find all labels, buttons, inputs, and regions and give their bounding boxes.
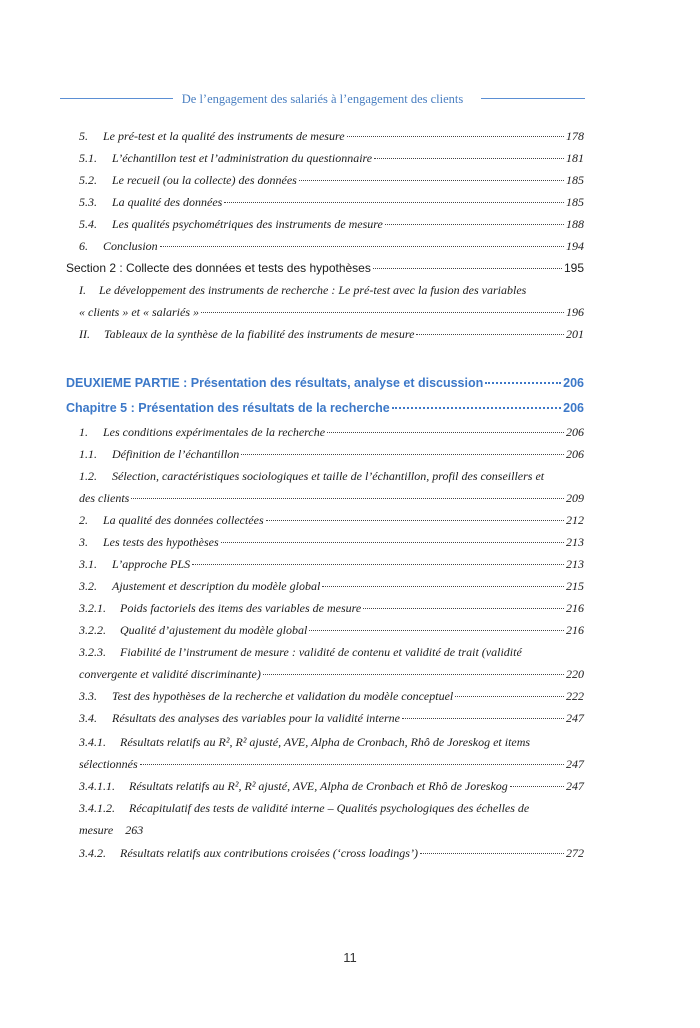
toc-entry-page: 206 xyxy=(563,401,584,415)
toc-leader xyxy=(192,564,564,565)
toc-entry[interactable] xyxy=(79,557,584,571)
toc-entry-number: 3.4.1. xyxy=(79,735,106,749)
toc-entry[interactable] xyxy=(79,601,584,615)
toc-entry-label: sélectionnés xyxy=(79,757,138,771)
toc-entry-number: 3.1. xyxy=(79,557,97,571)
toc-entry-page: 194 xyxy=(566,239,584,253)
running-header xyxy=(60,91,585,107)
toc-entry[interactable] xyxy=(79,711,584,725)
toc-entry[interactable] xyxy=(79,846,584,860)
toc-leader xyxy=(363,608,564,609)
toc-entry-page: 247 xyxy=(566,711,584,725)
toc-entry-number: 3.2.2. xyxy=(79,623,106,637)
toc-entry[interactable] xyxy=(79,195,584,209)
toc-entry[interactable] xyxy=(79,283,584,297)
toc-leader xyxy=(224,202,564,203)
toc-entry[interactable] xyxy=(79,579,584,593)
toc-entry-label: Les conditions expérimentales de la recherche xyxy=(103,425,326,439)
toc-entry-number: 3.2. xyxy=(79,579,97,593)
toc-entry-number: 1. xyxy=(79,425,88,439)
toc-entry-page: 206 xyxy=(566,425,584,439)
toc-entry-label: Section 2 : Collecte des données et tests des hypothèses xyxy=(66,261,371,275)
toc-entry[interactable] xyxy=(79,801,584,815)
toc-entry-number: 5.3. xyxy=(79,195,97,209)
toc-leader xyxy=(221,542,564,543)
toc-entry[interactable] xyxy=(79,779,584,793)
toc-leader xyxy=(201,312,564,313)
toc-leader xyxy=(266,520,564,521)
toc-entry[interactable] xyxy=(79,173,584,187)
toc-entry[interactable] xyxy=(79,735,584,749)
toc-entry-label: Résultats relatifs au R², R² ajusté, AVE, Alpha de Cronbach et Rhô de Joreskog xyxy=(129,779,508,793)
toc-entry-number: I. xyxy=(79,283,86,297)
toc-entry-label: La qualité des données collectées xyxy=(103,513,264,527)
toc-entry[interactable] xyxy=(79,151,584,165)
page-number: 11 xyxy=(343,950,357,965)
toc-entry-number: 2. xyxy=(79,513,88,527)
toc-entry-label: La qualité des données xyxy=(112,195,223,209)
toc-entry-label: des clients xyxy=(79,491,130,505)
toc-entry-number: 3.4. xyxy=(79,711,97,725)
toc-entry-label: DEUXIEME PARTIE : Présentation des résultats, analyse et discussion xyxy=(66,376,484,390)
toc-entry-page: 196 xyxy=(566,305,584,319)
toc-entry-page: 222 xyxy=(566,689,584,703)
toc-entry-section[interactable] xyxy=(66,261,584,275)
toc-entry-label: Conclusion xyxy=(103,239,158,253)
toc-entry-label: Résultats relatifs aux contributions croisées (‘cross loadings’) xyxy=(120,846,418,860)
toc-entry[interactable] xyxy=(79,645,584,659)
toc-entry[interactable] xyxy=(79,425,584,439)
toc-entry-label: Sélection, caractéristiques sociologiques et taille de l’échantillon, profil des conseillers et xyxy=(112,469,545,483)
toc-leader xyxy=(131,498,564,499)
header-title: De l’engagement des salariés à l’engagement des clients xyxy=(181,92,464,106)
toc-entry[interactable] xyxy=(79,217,584,231)
toc-leader xyxy=(510,786,564,787)
toc-entry[interactable] xyxy=(79,513,584,527)
toc-leader xyxy=(392,407,561,409)
toc-entry-page: 206 xyxy=(566,447,584,461)
toc-entry-page: 201 xyxy=(566,327,584,341)
toc-entry-number: 3.4.1.1. xyxy=(79,779,115,793)
toc-entry-number: 3.4.1.2. xyxy=(79,801,115,815)
toc-entry-label: Résultats relatifs au R², R² ajusté, AVE, Alpha de Cronbach, Rhô de Joreskog et items xyxy=(120,735,531,749)
toc-leader xyxy=(385,224,564,225)
toc-entry-label: L’approche PLS xyxy=(112,557,191,571)
toc-entry-chapter[interactable] xyxy=(66,401,584,415)
toc-entry-number: 3.3. xyxy=(79,689,97,703)
toc-leader xyxy=(420,853,564,854)
toc-leader xyxy=(241,454,564,455)
toc-entry-page: 181 xyxy=(566,151,584,165)
toc-leader xyxy=(402,718,564,719)
toc-entry-page: 188 xyxy=(566,217,584,231)
toc-entry-page: 272 xyxy=(566,846,584,860)
toc-entry-number: 3. xyxy=(79,535,88,549)
toc-entry-label: Fiabilité de l’instrument de mesure : validité de contenu et validité de trait (validité xyxy=(120,645,522,659)
toc-entry-label: Les qualités psychométriques des instruments de mesure xyxy=(112,217,383,231)
toc-entry-part[interactable] xyxy=(66,376,584,390)
toc-entry-page: 178 xyxy=(566,129,584,143)
toc-entry[interactable] xyxy=(79,129,584,143)
toc-entry[interactable] xyxy=(79,689,584,703)
toc-leader xyxy=(327,432,564,433)
toc-entry-label: Résultats des analyses des variables pour la validité interne xyxy=(112,711,400,725)
toc-entry[interactable] xyxy=(79,469,584,483)
toc-entry-page: 247 xyxy=(566,757,584,771)
toc-leader xyxy=(416,334,564,335)
toc-leader xyxy=(373,268,562,269)
toc-entry-label: Poids factoriels des items des variables de mesure xyxy=(120,601,362,615)
toc-entry-continuation[interactable] xyxy=(79,305,584,319)
toc-entry-number: 5.4. xyxy=(79,217,97,231)
toc-entry-label: Ajustement et description du modèle global xyxy=(112,579,321,593)
toc-entry-page: 209 xyxy=(566,491,584,505)
toc-entry-continuation[interactable] xyxy=(79,757,584,771)
toc-entry-page: 185 xyxy=(566,195,584,209)
toc-entry-number: 3.4.2. xyxy=(79,846,106,860)
toc-entry-number: 6. xyxy=(79,239,88,253)
toc-leader xyxy=(309,630,564,631)
toc-entry-label: Récapitulatif des tests de validité interne – Qualités psychologiques des échelles de xyxy=(129,801,530,815)
toc-entry-label: mesure 263 xyxy=(79,823,144,837)
toc-entry-label: Tableaux de la synthèse de la fiabilité des instruments de mesure xyxy=(104,327,415,341)
toc-leader xyxy=(455,696,564,697)
toc-entry-label: Les tests des hypothèses xyxy=(103,535,219,549)
toc-entry-label: Test des hypothèses de la recherche et validation du modèle conceptuel xyxy=(112,689,454,703)
toc-entry-page: 216 xyxy=(566,623,584,637)
toc-entry-page: 213 xyxy=(566,535,584,549)
toc-entry-page: 215 xyxy=(566,579,584,593)
toc-leader xyxy=(140,764,564,765)
toc-entry-continuation[interactable] xyxy=(79,491,584,505)
toc-entry-label: Définition de l’échantillon xyxy=(112,447,240,461)
toc-entry-number: 5.1. xyxy=(79,151,97,165)
toc-entry[interactable] xyxy=(79,327,584,341)
toc-entry-label: Le recueil (ou la collecte) des données xyxy=(112,173,297,187)
toc-entry-page: 212 xyxy=(566,513,584,527)
toc-entry[interactable] xyxy=(79,535,584,549)
toc-leader xyxy=(160,246,564,247)
toc-entry-label: Le développement des instruments de recherche : Le pré-test avec la fusion des variables xyxy=(99,283,527,297)
toc-entry-label: convergente et validité discriminante) xyxy=(79,667,261,681)
toc-entry-number: 1.1. xyxy=(79,447,97,461)
toc-entry[interactable] xyxy=(79,623,584,637)
toc-entry-number: 1.2. xyxy=(79,469,97,483)
toc-entry-continuation[interactable] xyxy=(79,667,584,681)
toc-leader xyxy=(485,382,561,384)
toc-entry-label: « clients » et « salariés » xyxy=(79,305,199,319)
toc-entry-page: 220 xyxy=(566,667,584,681)
toc-entry-number: 5. xyxy=(79,129,88,143)
toc-entry-page: 213 xyxy=(566,557,584,571)
toc-entry[interactable] xyxy=(79,239,584,253)
toc-entry-number: 3.2.1. xyxy=(79,601,106,615)
toc-entry-label: Chapitre 5 : Présentation des résultats de la recherche xyxy=(66,401,390,415)
toc-entry-page: 195 xyxy=(563,261,584,275)
toc-entry-page: 206 xyxy=(563,376,584,390)
toc-entry-continuation[interactable] xyxy=(79,823,584,837)
toc-entry-number: 5.2. xyxy=(79,173,97,187)
toc-leader xyxy=(374,158,564,159)
toc-entry-page: 185 xyxy=(566,173,584,187)
toc-leader xyxy=(299,180,564,181)
toc-entry-number: 3.2.3. xyxy=(79,645,106,659)
toc-leader xyxy=(322,586,564,587)
toc-leader xyxy=(263,674,564,675)
toc-leader xyxy=(347,136,564,137)
header-rule-right xyxy=(481,98,585,99)
toc-entry-label: Qualité d’ajustement du modèle global xyxy=(120,623,308,637)
toc-entry-number: II. xyxy=(79,327,90,341)
toc-entry[interactable] xyxy=(79,447,584,461)
toc-entry-page: 216 xyxy=(566,601,584,615)
toc-entry-label: L’échantillon test et l’administration du questionnaire xyxy=(112,151,373,165)
toc-entry-page: 247 xyxy=(566,779,584,793)
toc-entry-label: Le pré-test et la qualité des instruments de mesure xyxy=(103,129,345,143)
